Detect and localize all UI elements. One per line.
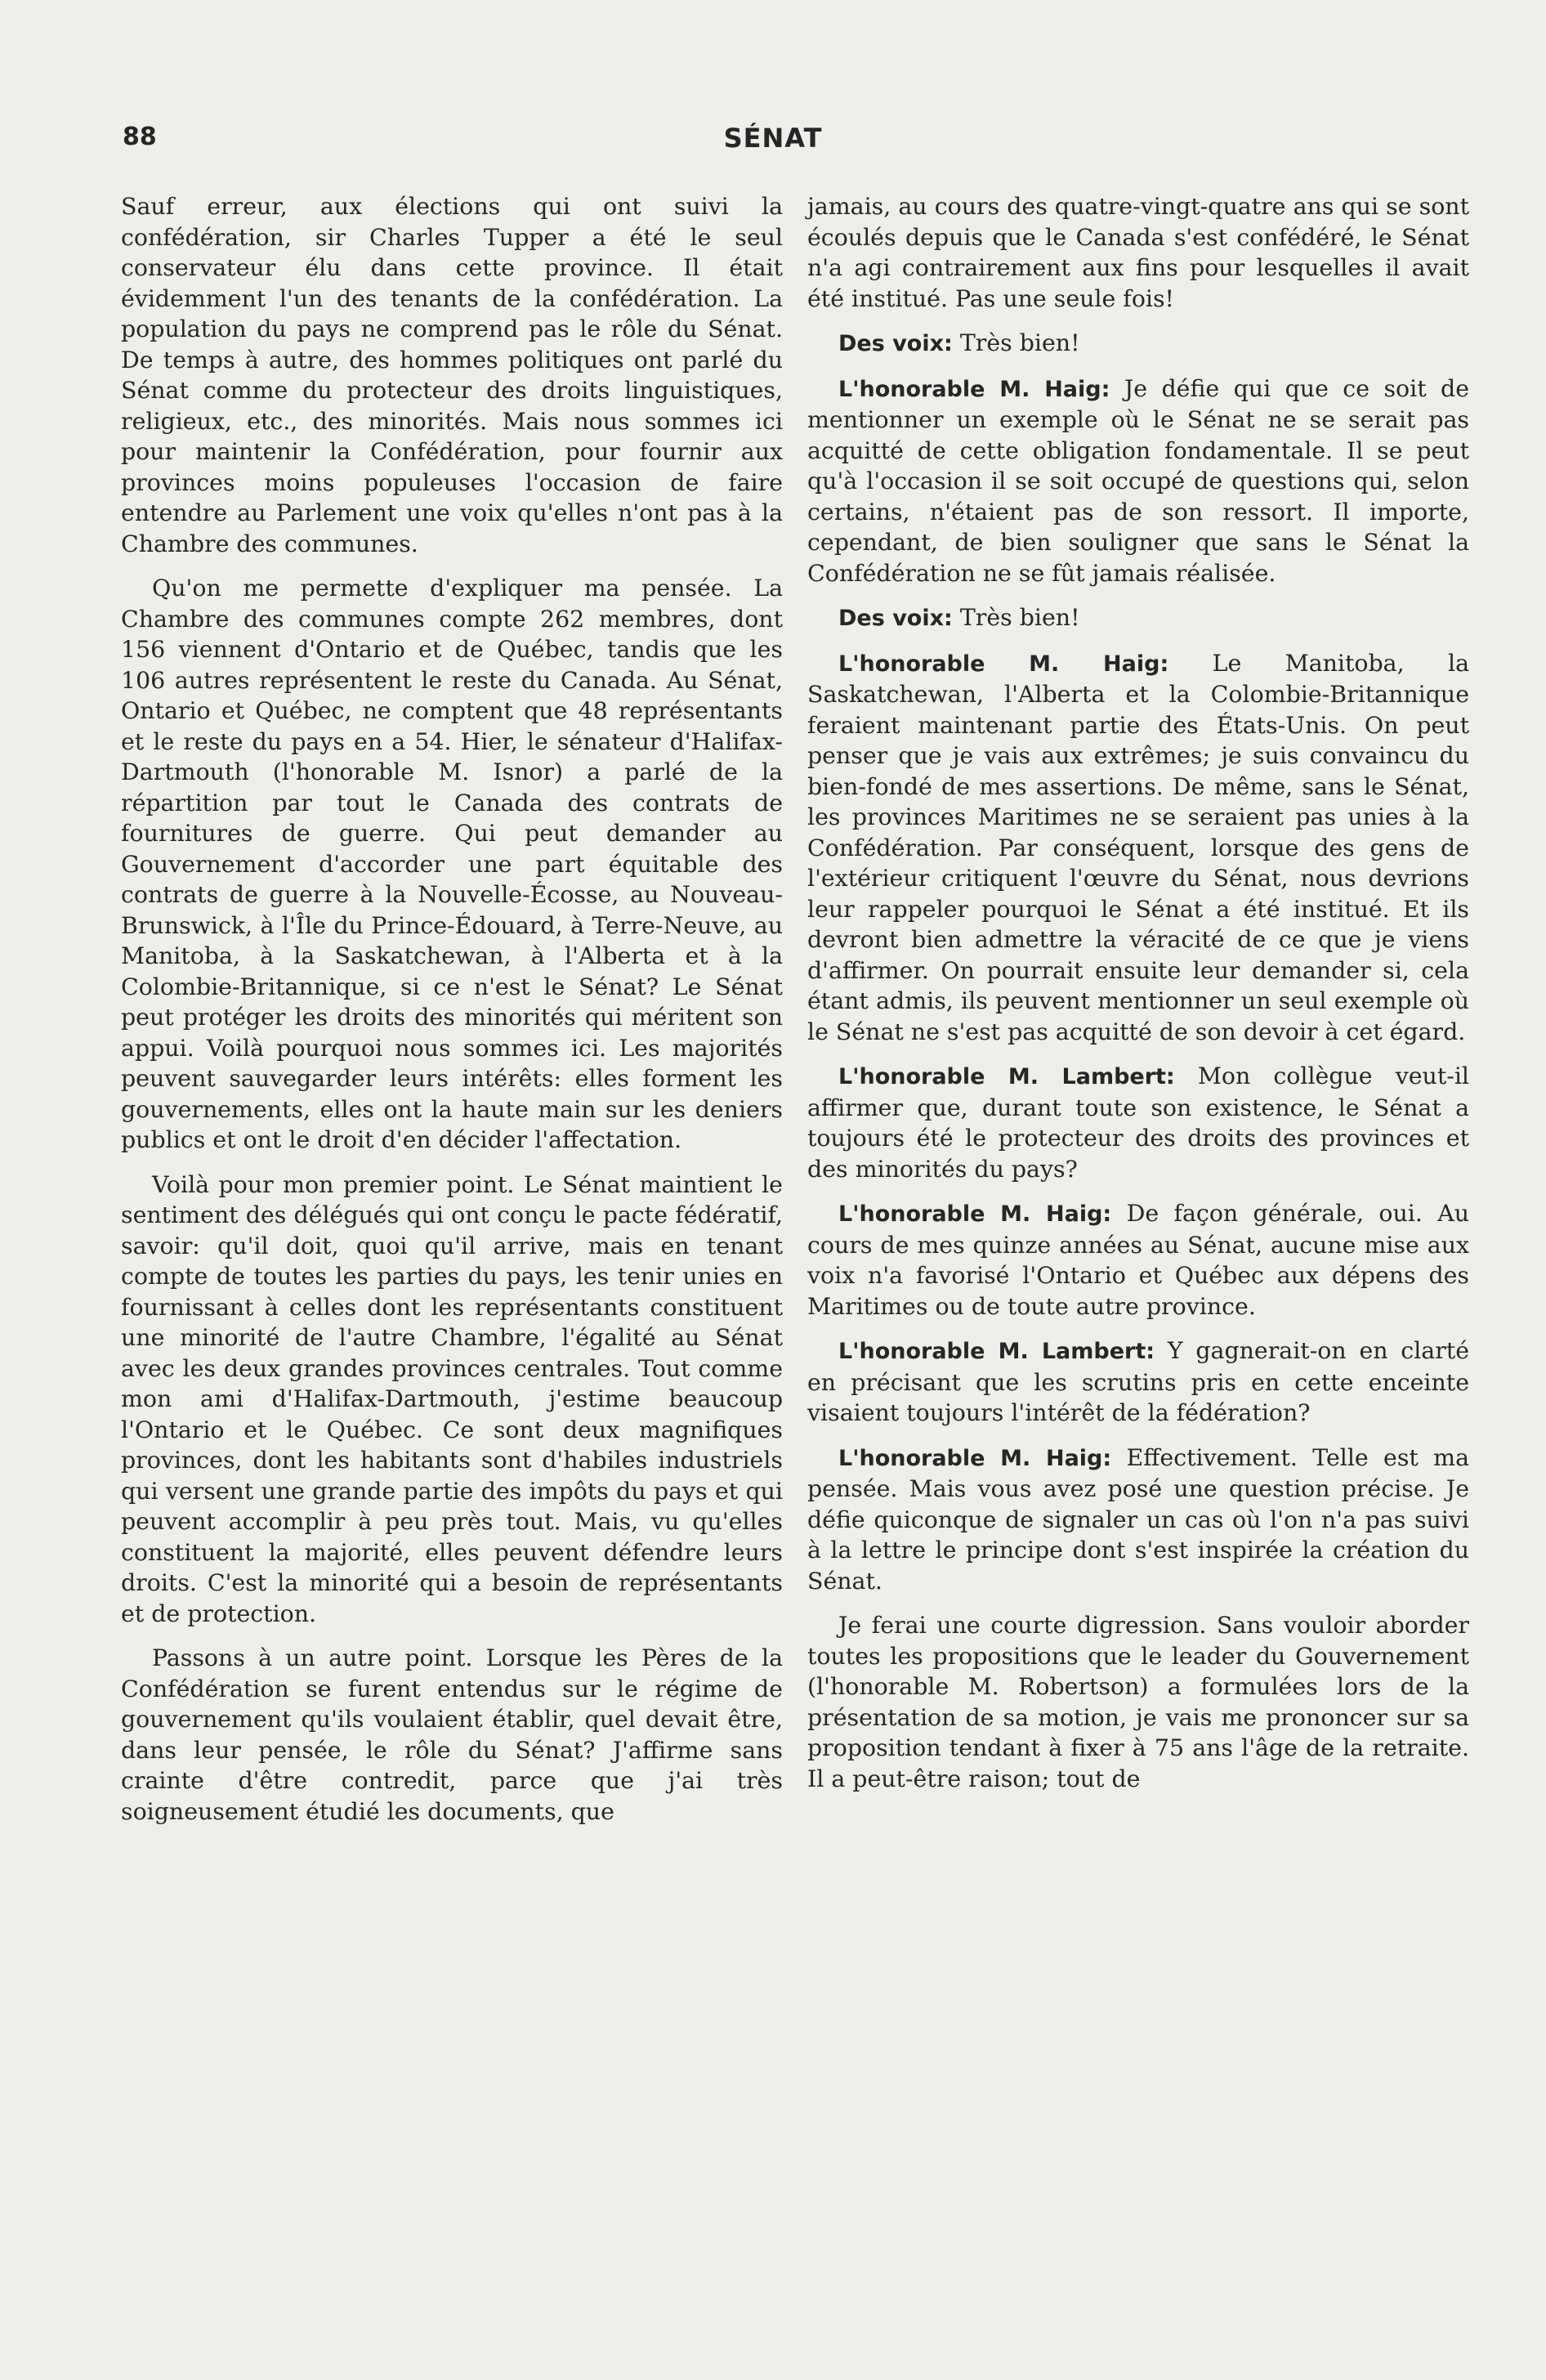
paragraph: [807, 1335, 1469, 1429]
paragraph: [807, 1443, 1469, 1597]
paragraph: Sauf erreur, aux élections qui ont suivi la confédération, sir Charles Tupper a été le seul conservateur élu dans cette province. Il était évidemment l'un des tenants de la confédération. La population du pays ne comprend pas le rôle du Sénat. De temps à autre, des hommes politiques ont parlé du Sénat comme du protecteur des droits linguistiques, religieux, etc., des minorités. Mais nous sommes ici pour maintenir la Confédération, pour fournir aux provinces moins populeuses l'occasion de faire entendre au Parlement une voix qu'elles n'ont pas à la Chambre des communes.: [121, 193, 783, 557]
speaker-name: Des voix:: [838, 606, 953, 631]
paragraph-text: Je défie qui que ce soit de mentionner un exemple où le Sénat ne se serait pas acquitté de cette obligation fondamentale. Il se peut qu'à l'occasion il se soit occupé de questions qui, selon certains, n'étaient pas de son ressort. Il importe, cependant, de bien souligner que sans le Sénat la Confédération ne se fût jamais réalisée.: [807, 374, 1470, 587]
paragraph: [807, 328, 1469, 360]
speaker-name: Des voix:: [838, 331, 953, 356]
speaker-name: L'honorable M. Haig:: [838, 651, 1169, 677]
speaker-name: L'honorable M. Haig:: [838, 376, 1110, 402]
paragraph: [807, 1198, 1469, 1322]
paragraph-text: Je ferai une courte digression. Sans vouloir aborder toutes les propositions que le leader du Gouvernement (l'honorable M. Robertson) a formulées lors de la présentation de sa motion, je vais me prononcer sur sa proposition tendant à fixer à 75 ans l'âge de la retraite. Il a peut-être raison; tout de: [807, 1612, 1469, 1792]
speaker-name: L'honorable M. Lambert:: [838, 1339, 1155, 1364]
paragraph-text: Y gagnerait-on en clarté en précisant que les scrutins pris en cette enceinte visaient toujours l'intérêt de la fédération?: [807, 1337, 1469, 1426]
paragraph: [807, 191, 1469, 314]
left-column: [121, 191, 783, 1841]
right-column: [807, 191, 1469, 1808]
paragraph-text: Le Manitoba, la Saskatchewan, l'Alberta et la Colombie-Britannique feraient maintenant partie des États-Unis. On peut penser que je vais aux extrêmes; je suis convaincu du bien-fondé de mes assertions. De même, sans le Sénat, les provinces Maritimes ne se seraient pas unies à la Confédération. Par conséquent, lorsque des gens de l'extérieur critiquent l'œuvre du Sénat, nous devrions leur rappeler pourquoi le Sénat a été institué. Et ils devront bien admettre la véracité de ce que je viens d'affirmer. On pourrait ensuite leur demander si, cela étant admis, ils peuvent mentionner un seul exemple où le Sénat ne s'est pas acquitté de son devoir à cet égard.: [807, 649, 1470, 1045]
speaker-name: L'honorable M. Haig:: [838, 1445, 1112, 1471]
paragraph-text: De façon générale, oui. Au cours de mes quinze années au Sénat, aucune mise aux voix n'a favorisé l'Ontario et Québec aux dépens des Maritimes ou de toute autre province.: [807, 1200, 1469, 1320]
paragraph: Voilà pour mon premier point. Le Sénat maintient le sentiment des délégués qui ont conçu le pacte fédératif, savoir: qu'il doit, quoi qu'il arrive, mais en tenant compte de toutes les parties du pays, les tenir unies en fournissant à celles dont les représentants constituent une minorité de l'autre Chambre, l'égalité au Sénat avec les deux grandes provinces centrales. Tout comme mon ami d'Halifax-Dartmouth, j'estime beaucoup l'Ontario et le Québec. Ce sont deux magnifiques provinces, dont les habitants sont d'habiles industriels qui versent une grande partie des impôts du pays et qui peuvent accomplir à peu près tout. Mais, vu qu'elles constituent la majorité, elles peuvent défendre leurs droits. C'est la minorité qui a besoin de représentants et de protection.: [121, 1170, 783, 1627]
paragraph: [807, 648, 1469, 1048]
paragraph: [807, 374, 1469, 589]
paragraph-text: Très bien!: [959, 604, 1080, 631]
paragraph-text: jamais, au cours des quatre-vingt-quatre ans qui se sont écoulés depuis que le Canada s'est confédéré, le Sénat n'a agi contrairement aux fins pour lesquelles il avait été institué. Pas une seule fois!: [807, 193, 1469, 312]
page-number: 88: [123, 123, 157, 151]
paragraph-text: Très bien!: [959, 329, 1080, 356]
paragraph-text: Mon collègue veut-il affirmer que, durant toute son existence, le Sénat a toujours été le protecteur des droits des provinces et des minorités du pays?: [807, 1062, 1469, 1183]
paragraph: Qu'on me permette d'expliquer ma pensée. La Chambre des communes compte 262 membres, dont 156 viennent d'Ontario et de Québec, tandis que les 106 autres représentent le reste du Canada. Au Sénat, Ontario et Québec, ne comptent que 48 représentants et le reste du pays en a 54. Hier, le sénateur d'Halifax-Dartmouth (l'honorable M. Isnor) a parlé de la répartition par tout le Canada des contrats de fournitures de guerre. Qui peut demander au Gouvernement d'accorder une part équitable des contrats de guerre à la Nouvelle-Écosse, au Nouveau-Brunswick, à l'Île du Prince-Édouard, à Terre-Neuve, au Manitoba, à la Saskatchewan, à l'Alberta et à la Colombie-Britannique, si ce n'est le Sénat? Le Sénat peut protéger les droits des minorités qui méritent son appui. Voilà pourquoi nous sommes ici. Les majorités peuvent sauvegarder leurs intérêts: elles forment les gouvernements, elles ont la haute main sur les deniers publics et ont le droit d'en décider l'affectation.: [121, 575, 783, 1153]
speaker-name: L'honorable M. Haig:: [838, 1201, 1112, 1227]
speaker-name: L'honorable M. Lambert:: [838, 1064, 1175, 1089]
running-title: SÉNAT: [723, 123, 823, 154]
paragraph: [807, 602, 1469, 634]
paragraph: [807, 1061, 1469, 1184]
paragraph: [807, 1610, 1469, 1794]
paragraph: Passons à un autre point. Lorsque les Pères de la Confédération se furent entendus sur le régime de gouvernement qu'ils voulaient établir, quel devait être, dans leur pensée, le rôle du Sénat? J'affirme sans crainte d'être contredit, parce que j'ai très soigneusement étudié les documents, que: [121, 1644, 783, 1825]
paragraph-text: Effectivement. Telle est ma pensée. Mais vous avez posé une question précise. Je défie quiconque de signaler un cas où l'on n'a pas suivi à la lettre le principe dont s'est inspirée la création du Sénat.: [807, 1443, 1469, 1595]
